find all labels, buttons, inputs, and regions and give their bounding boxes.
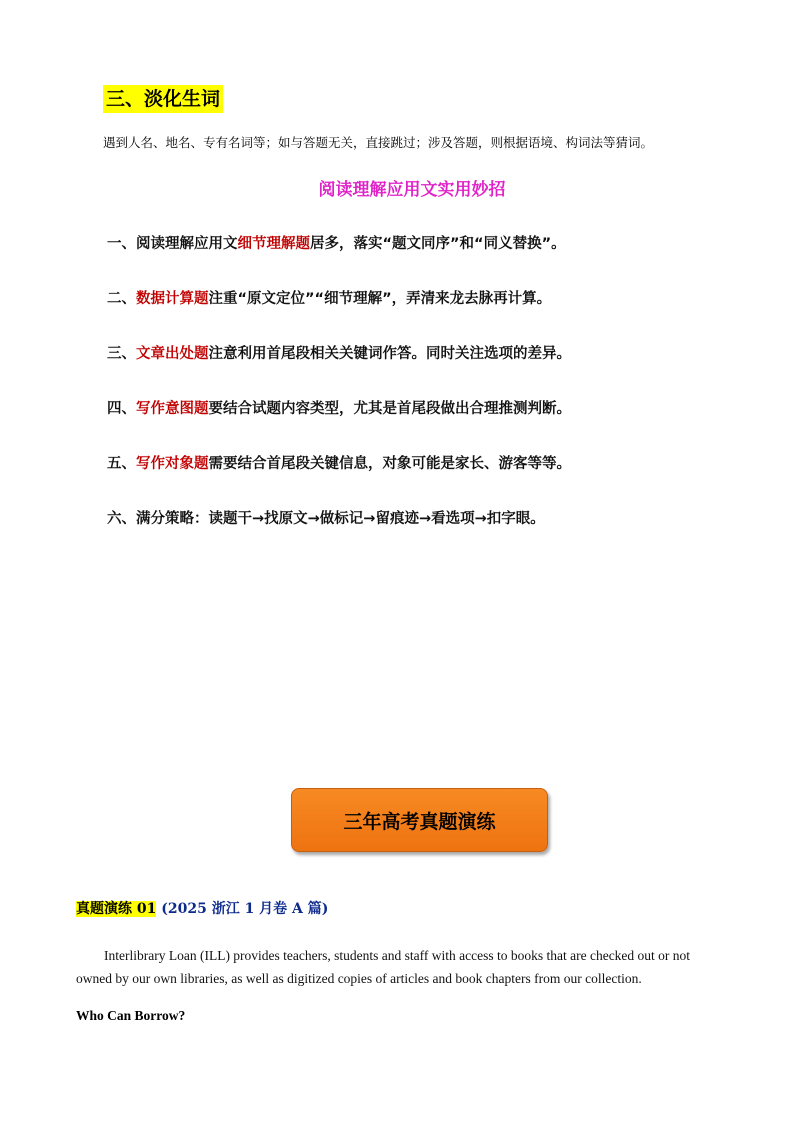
tip-rest: 居多，落实“题文同序”和“同义替换”。 <box>310 236 566 252</box>
tip-prefix: 二、 <box>107 291 136 307</box>
tip-prefix: 四、 <box>107 401 136 417</box>
tip-item <box>107 508 545 530</box>
tip-highlight: 写作对象题 <box>136 456 209 472</box>
tip-highlight: 文章出处题 <box>136 346 209 362</box>
tip-item <box>107 453 571 475</box>
tip-prefix: 一、阅读理解应用文 <box>107 236 238 252</box>
tip-highlight: 细节理解题 <box>237 236 310 252</box>
tip-rest: 注意利用首尾段相关关键词作答。同时关注选项的差异。 <box>208 346 571 362</box>
section-heading: 三、淡化生词 <box>103 85 223 113</box>
tip-prefix: 三、 <box>107 346 136 362</box>
tip-rest: 注重“原文定位”“细节理解”，弄清来龙去脉再计算。 <box>208 291 552 307</box>
passage-subheading: Who Can Borrow? <box>76 1008 186 1023</box>
tip-prefix: 六、满分策略：读题干→找原文→做标记→留痕迹→看选项→扣字眼。 <box>107 511 545 527</box>
tip-highlight: 数据计算题 <box>136 291 209 307</box>
exercise-label: 真题演练 01 <box>76 901 157 917</box>
exercise-title <box>76 898 328 920</box>
passage-paragraph: Interlibrary Loan (ILL) provides teachers, students and staff with access to books that are checked out or not owned by our own libraries, as well as digitized copies of articles and book chapters from our collection. <box>76 948 691 986</box>
tip-item <box>107 343 571 365</box>
exercise-source: (2025 浙江 1 月卷 A 篇) <box>161 901 329 917</box>
exam-practice-banner: 三年高考真题演练 <box>291 788 548 852</box>
tip-rest: 要结合试题内容类型，尤其是首尾段做出合理推测判断。 <box>208 401 571 417</box>
tips-title: 阅读理解应用文实用妙招 <box>318 180 506 200</box>
section-intro-text: 遇到人名、地名、专有名词等；如与答题无关，直接跳过；涉及答题，则根据语境、构词法等猜词。 <box>103 135 654 150</box>
tip-prefix: 五、 <box>107 456 136 472</box>
tip-item <box>107 398 571 420</box>
tip-item <box>107 288 551 310</box>
tip-item <box>107 233 566 255</box>
tip-highlight: 写作意图题 <box>136 401 209 417</box>
tip-rest: 需要结合首尾段关键信息，对象可能是家长、游客等等。 <box>208 456 571 472</box>
